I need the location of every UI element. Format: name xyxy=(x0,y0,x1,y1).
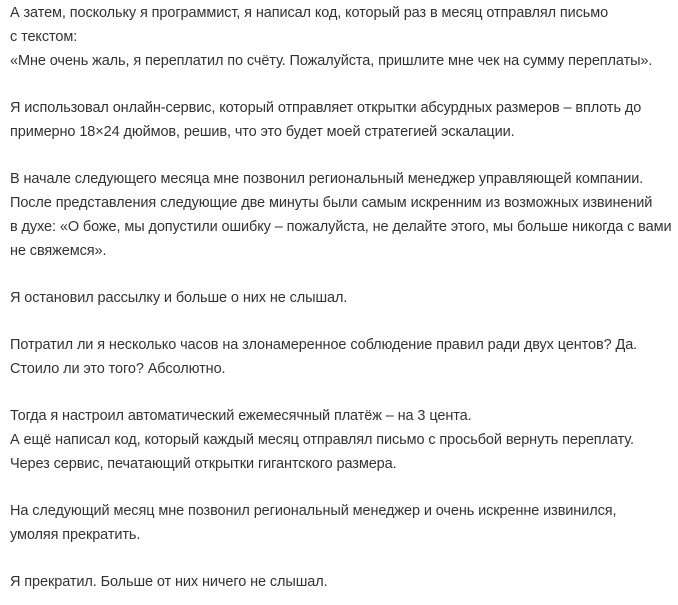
paragraph-line: в духе: «О боже, мы допустили ошибку – пожалуйста, не делайте этого, мы больше никогда с вами xyxy=(10,219,672,235)
paragraph-line: примерно 18×24 дюймов, решив, что это будет моей стратегией эскалации. xyxy=(10,124,515,140)
paragraph-line: Я остановил рассылку и больше о них не слышал. xyxy=(10,290,348,306)
paragraph-line: «Мне очень жаль, я переплатил по счёту. Пожалуйста, пришлите мне чек на сумму переплаты». xyxy=(10,53,653,69)
paragraph-line: с текстом: xyxy=(10,29,78,45)
paragraph-3 xyxy=(10,167,672,263)
paragraph-line: не свяжемся». xyxy=(10,243,107,259)
paragraph-8 xyxy=(10,570,668,594)
paragraph-line: А затем, поскольку я программист, я написал код, который раз в месяц отправлял письмо xyxy=(10,5,609,21)
paragraph-line: После представления следующие две минуты были самым искренним из возможных извинений xyxy=(10,195,653,211)
paragraph-line: Тогда я настроил автоматический ежемесячный платёж – на 3 цента. xyxy=(10,408,472,424)
paragraph-6 xyxy=(10,404,668,476)
paragraph-7 xyxy=(10,499,668,547)
paragraph-line: Я использовал онлайн-сервис, который отправляет открытки абсурдных размеров – вплоть до xyxy=(10,100,642,116)
paragraph-1 xyxy=(10,1,668,73)
paragraph-line: Через сервис, печатающий открытки гигантского размера. xyxy=(10,456,397,472)
paragraph-4 xyxy=(10,286,668,310)
paragraph-line: А ещё написал код, который каждый месяц отправлял письмо с просьбой вернуть переплату. xyxy=(10,432,634,448)
paragraph-2 xyxy=(10,96,668,144)
paragraph-line: умоляя прекратить. xyxy=(10,527,141,543)
paragraph-line: Я прекратил. Больше от них ничего не слышал. xyxy=(10,574,328,590)
paragraph-line: На следующий месяц мне позвонил региональный менеджер и очень искренне извинился, xyxy=(10,503,617,519)
paragraph-line: Стоило ли это того? Абсолютно. xyxy=(10,361,226,377)
paragraph-line: Потратил ли я несколько часов на злонамеренное соблюдение правил ради двух центов? Да. xyxy=(10,337,638,353)
paragraph-5 xyxy=(10,333,668,381)
paragraph-line: В начале следующего месяца мне позвонил региональный менеджер управляющей компании. xyxy=(10,171,644,187)
